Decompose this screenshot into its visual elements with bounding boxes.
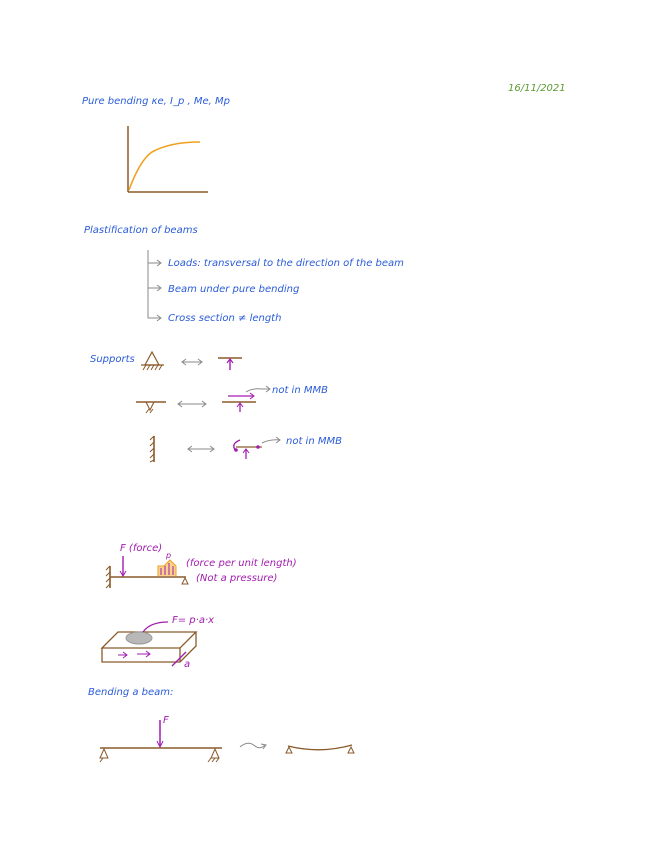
- bullet-cross-section: Cross section ≠ length: [168, 313, 282, 324]
- label-force: F (force): [120, 543, 163, 554]
- heading-supports: Supports: [90, 354, 135, 365]
- bending-beam-sketch: [100, 720, 354, 762]
- note-not-mmb-1: not in MMB: [272, 385, 328, 396]
- heading-pure-bending: Pure bending κe, I_p , Me, Mp: [82, 96, 230, 107]
- support-roller-row: [136, 386, 270, 413]
- note-date: 16/11/2021: [508, 83, 566, 94]
- label-f: F: [163, 715, 169, 726]
- label-f-formula: F= p·a·x: [172, 615, 215, 626]
- heading-bending-beam: Bending a beam:: [88, 687, 174, 698]
- support-pin-row: [141, 352, 242, 370]
- support-fixed-row: [150, 436, 280, 462]
- plate-patch-sketch: [102, 622, 196, 666]
- pure-bending-plot: [128, 126, 208, 192]
- label-p: p: [166, 551, 172, 560]
- label-force-per-length: (force per unit length): [186, 558, 297, 569]
- bullet-arrows: [148, 250, 161, 321]
- note-not-mmb-2: not in MMB: [286, 436, 342, 447]
- label-not-pressure: (Not a pressure): [196, 573, 278, 584]
- heading-plastification: Plastification of beams: [84, 225, 198, 236]
- bullet-loads: Loads: transversal to the direction of the beam: [168, 258, 404, 269]
- bullet-pure-bending: Beam under pure bending: [168, 284, 300, 295]
- label-a: a: [184, 659, 191, 670]
- cantilever-load-sketch: [106, 556, 188, 588]
